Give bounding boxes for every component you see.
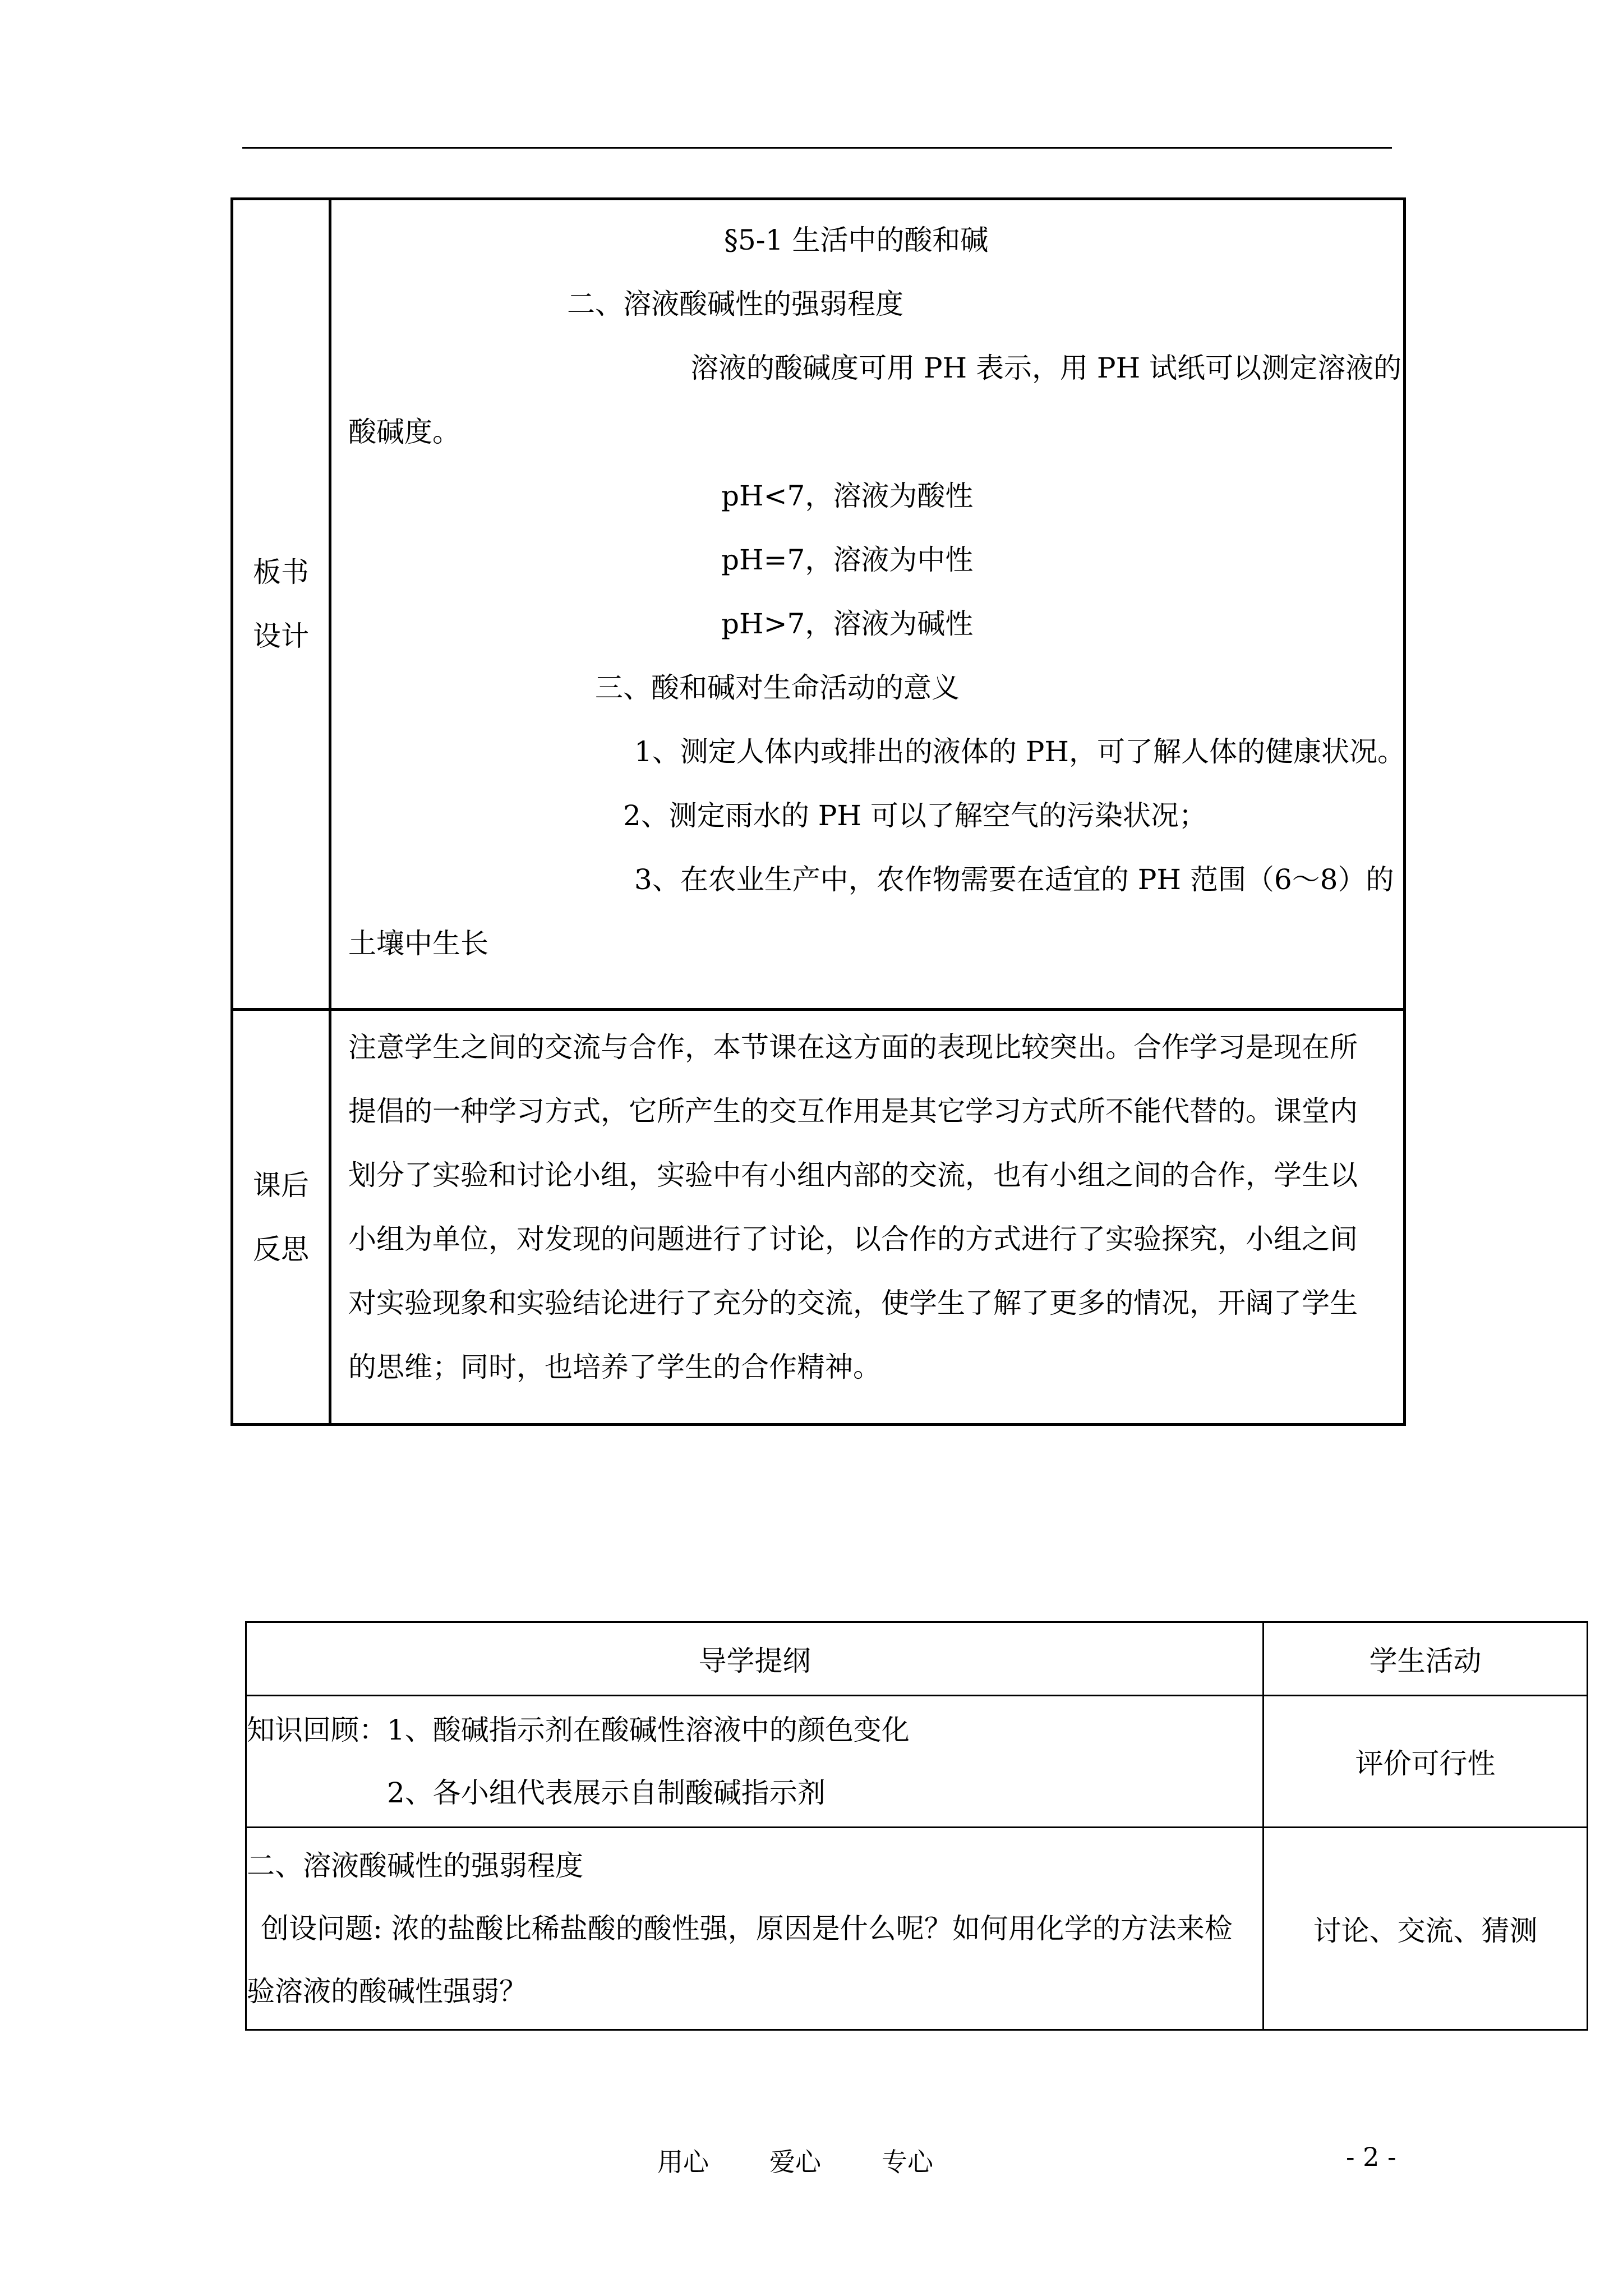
reflection-line: 的思维；同时，也培养了学生的合作精神。 — [348, 1351, 881, 1383]
review-line-2: 2、各小组代表展示自制酸碱指示剂 — [387, 1777, 826, 1809]
lesson-table — [230, 197, 1406, 1426]
ph-acidic: pH<7，溶液为酸性 — [721, 480, 974, 512]
header-rule — [242, 147, 1392, 149]
reflection-label-1: 课后 — [253, 1168, 309, 1202]
activity-discuss: 讨论、交流、猜测 — [1264, 1828, 1588, 2030]
board-design-content — [330, 199, 1405, 1010]
page-number: - 2 - — [1346, 2142, 1396, 2172]
reflection-line: 对实验现象和实验结论进行了充分的交流，使学生了解了更多的情况，开阔了学生 — [348, 1287, 1358, 1319]
guide-row-question — [246, 1828, 1588, 2030]
section-2-heading: 二、溶液酸碱性的强弱程度 — [567, 288, 903, 320]
significance-item-1: 1、测定人体内或排出的液体的 PH，可了解人体的健康状况。 — [634, 735, 1405, 768]
footer-word-3: 专心 — [882, 2147, 933, 2177]
significance-item-3-line-1: 3、在农业生产中，农作物需要在适宜的 PH 范围（6～8）的 — [634, 863, 1394, 896]
guide-review-cell — [246, 1696, 1264, 1828]
reflection-label-2: 反思 — [253, 1232, 309, 1266]
reflection-line: 划分了实验和讨论小组，实验中有小组内部的交流，也有小组之间的合作，学生以 — [348, 1159, 1358, 1191]
review-line-1: 知识回顾：1、酸碱指示剂在酸碱性溶液中的颜色变化 — [247, 1714, 910, 1746]
ph-neutral: pH=7，溶液为中性 — [721, 544, 974, 576]
footer-word-2: 爱心 — [769, 2147, 821, 2177]
ph-intro-line-2: 酸碱度。 — [348, 416, 460, 448]
activity-evaluate: 评价可行性 — [1264, 1696, 1588, 1828]
guide-question-cell — [246, 1828, 1264, 2030]
question-heading: 二、溶液酸碱性的强弱程度 — [247, 1849, 583, 1882]
guide-table — [245, 1621, 1588, 2031]
reflection-row — [232, 1010, 1405, 1425]
board-design-label-2: 设计 — [253, 620, 309, 652]
board-design-row — [232, 199, 1405, 1010]
reflection-line: 注意学生之间的交流与合作，本节课在这方面的表现比较突出。合作学习是现在所 — [348, 1031, 1358, 1064]
reflection-line: 提倡的一种学习方式，它所产生的交互作用是其它学习方式所不能代替的。课堂内 — [348, 1095, 1358, 1128]
board-title: §5-1 生活中的酸和碱 — [724, 224, 989, 256]
board-design-label — [232, 199, 330, 1010]
significance-item-2: 2、测定雨水的 PH 可以了解空气的污染状况； — [623, 799, 1207, 832]
board-design-label-1: 板书 — [253, 556, 309, 588]
footer-word-1: 用心 — [657, 2147, 709, 2177]
reflection-line: 小组为单位，对发现的问题进行了讨论，以合作的方式进行了实验探究，小组之间 — [348, 1223, 1358, 1255]
guide-header-row — [246, 1622, 1588, 1696]
section-3-heading: 三、酸和碱对生命活动的意义 — [595, 671, 960, 704]
guide-header-right: 学生活动 — [1264, 1622, 1588, 1696]
significance-item-3-line-2: 土壤中生长 — [348, 927, 488, 960]
ph-basic: pH>7，溶液为碱性 — [721, 608, 974, 640]
ph-intro-line-1: 溶液的酸碱度可用 PH 表示，用 PH 试纸可以测定溶液的 — [690, 352, 1402, 384]
question-line-1: 创设问题: 浓的盐酸比稀盐酸的酸性强，原因是什么呢？如何用化学的方法来检 — [261, 1912, 1233, 1945]
guide-header-left: 导学提纲 — [246, 1622, 1264, 1696]
reflection-content — [330, 1010, 1405, 1425]
question-line-2: 验溶液的酸碱性强弱？ — [247, 1975, 527, 2008]
guide-row-review — [246, 1696, 1588, 1828]
reflection-label — [232, 1010, 330, 1425]
